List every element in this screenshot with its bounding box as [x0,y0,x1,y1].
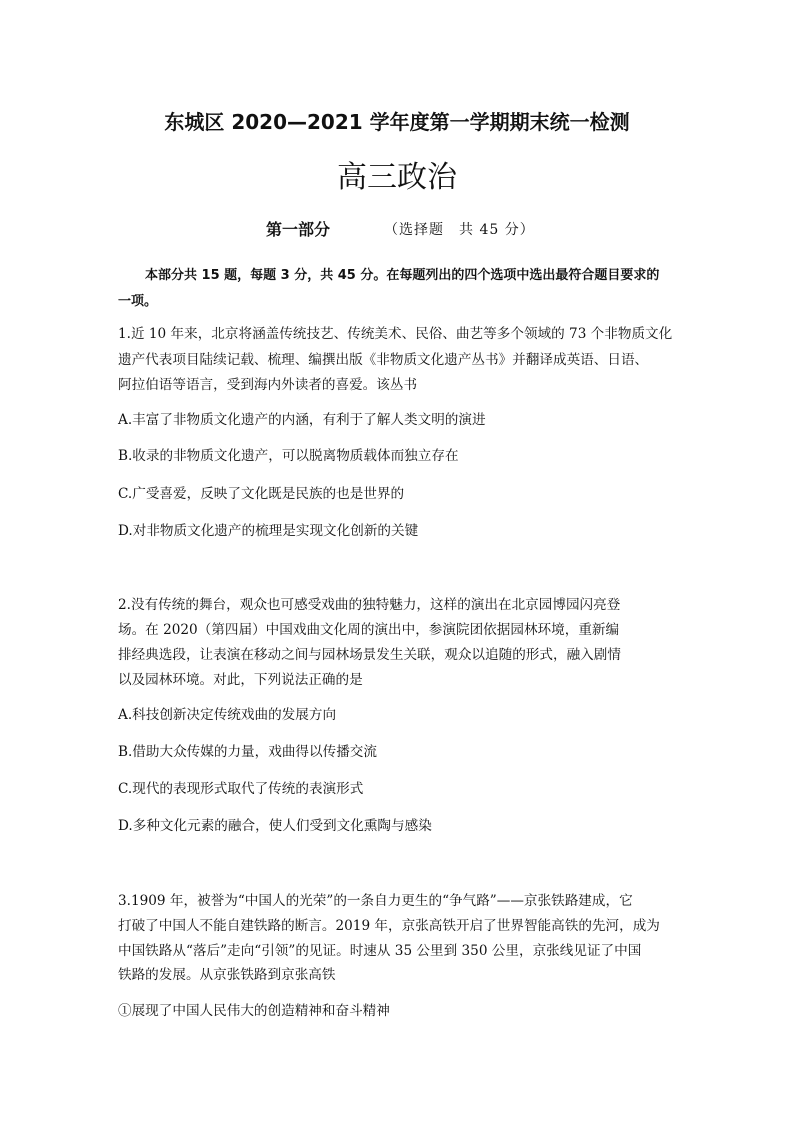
subject-title: 高三政治 [337,160,457,195]
question-1-option-b: B.收录的非物质文化遗产，可以脱离物质载体而独立存在 [118,448,459,464]
question-2-option-c: C.现代的表现形式取代了传统的表演形式 [118,781,364,797]
question-2-line-4: 以及园林环境。对此，下列说法正确的是 [118,672,363,688]
question-1-line-3: 阿拉伯语等语言，受到海内外读者的喜爱。该丛书 [118,377,418,393]
question-2-line-3: 排经典选段，让表演在移动之间与园林场景发生关联，观众以追随的形式，融入剧情 [118,647,621,663]
question-3-option-1: ①展现了中国人民伟大的创造精神和奋斗精神 [118,1003,390,1019]
question-1-option-c: C.广受喜爱，反映了文化既是民族的也是世界的 [118,486,405,502]
question-3-line-4: 铁路的发展。从京张铁路到京张高铁 [118,967,336,983]
question-1-line-2: 遗产代表项目陆续记载、梳理、编撰出版《非物质文化遗产丛书》并翻译成英语、日语、 [118,352,649,368]
question-2-line-2: 场。在 2020（第四届）中国戏曲文化周的演出中，参演院团依据园林环境，重新编 [118,622,620,638]
question-3-line-2: 打破了中国人不能自建铁路的断言。2019 年，京张高铁开启了世界智能高铁的先河，成为 [118,918,660,934]
question-2-line-1: 2.没有传统的舞台，观众也可感受戏曲的独特魅力，这样的演出在北京园博园闪亮登 [118,597,621,613]
question-1-line-1: 1.近 10 年来，北京将涵盖传统技艺、传统美术、民俗、曲艺等多个领域的 73 个非物质文化 [118,326,673,342]
instructions-line-2: 一项。 [118,294,158,309]
part-note: （选择题 共 45 分） [384,222,535,238]
question-3-line-1: 3.1909 年，被誉为“中国人的光荣”的一条自力更生的“争气路”——京张铁路建成，它 [118,893,633,909]
part-label: 第一部分 [266,220,331,239]
question-3-line-3: 中国铁路从“落后”走向“引领”的见证。时速从 35 公里到 350 公里，京张线见证了中国 [118,943,642,959]
question-2-option-d: D.多种文化元素的融合，使人们受到文化熏陶与感染 [118,818,432,834]
question-2-option-b: B.借助大众传媒的力量，戏曲得以传播交流 [118,744,377,760]
exam-title: 东城区 2020—2021 学年度第一学期期末统一检测 [164,110,630,134]
instructions-line-1: 本部分共 15 题，每题 3 分，共 45 分。在每题列出的四个选项中选出最符合题目要求的 [145,268,660,283]
question-1-option-d: D.对非物质文化遗产的梳理是实现文化创新的关键 [118,523,419,539]
question-1-option-a: A.丰富了非物质文化遗产的内涵，有利于了解人类文明的演进 [118,412,486,428]
question-2-option-a: A.科技创新决定传统戏曲的发展方向 [118,707,337,723]
